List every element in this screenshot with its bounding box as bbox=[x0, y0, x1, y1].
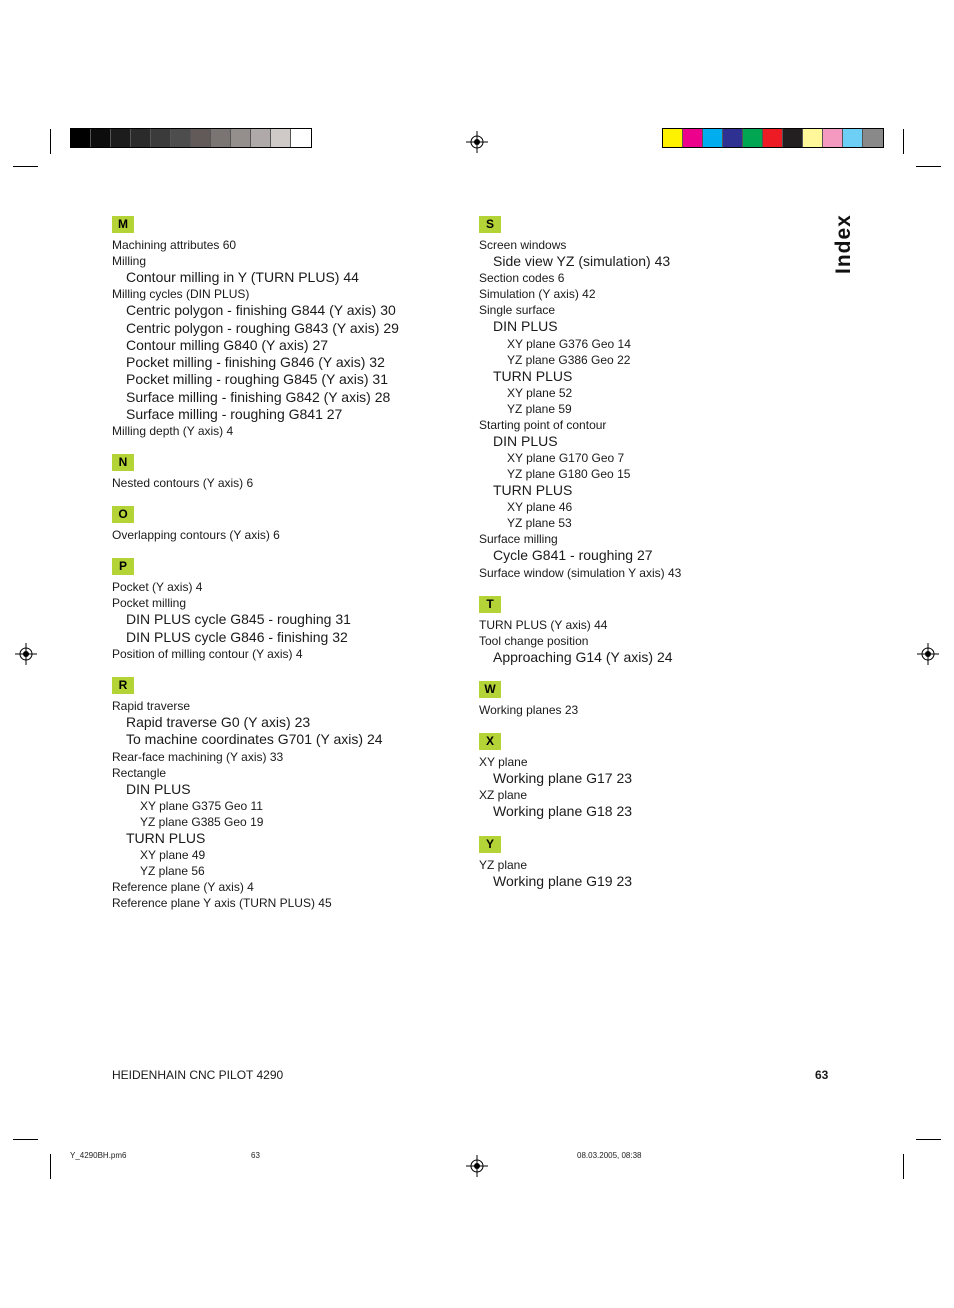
index-entry: Approaching G14 (Y axis) 24 bbox=[493, 648, 673, 665]
color-swatch bbox=[71, 129, 91, 147]
color-swatch bbox=[863, 129, 883, 147]
index-section-s bbox=[479, 215, 819, 581]
crop-mark bbox=[903, 129, 904, 154]
index-section-o bbox=[112, 505, 452, 543]
index-entry: Surface milling bbox=[479, 532, 558, 547]
index-entry: YZ plane G386 Geo 22 bbox=[507, 352, 631, 367]
color-swatch bbox=[743, 129, 763, 147]
index-entry: Working plane G17 23 bbox=[493, 770, 633, 787]
index-entry: XY plane bbox=[479, 755, 528, 770]
index-entry: YZ plane 56 bbox=[140, 864, 205, 879]
index-section-r bbox=[112, 676, 452, 911]
crop-mark bbox=[916, 1139, 941, 1140]
grayscale-color-bar bbox=[70, 128, 312, 148]
color-swatch bbox=[191, 129, 211, 147]
color-swatch bbox=[823, 129, 843, 147]
index-entry: Pocket milling bbox=[112, 596, 187, 611]
index-entry: Contour milling in Y (TURN PLUS) 44 bbox=[126, 269, 359, 285]
index-entry: Milling bbox=[112, 254, 147, 268]
index-entry: DIN PLUS bbox=[126, 780, 191, 797]
index-entry: TURN PLUS (Y axis) 44 bbox=[479, 617, 608, 632]
index-entry: TURN PLUS bbox=[493, 482, 573, 499]
index-entry: YZ plane bbox=[479, 857, 528, 872]
index-entry: XY plane G376 Geo 14 bbox=[507, 336, 631, 351]
index-entry: Overlapping contours (Y axis) 6 bbox=[112, 528, 280, 543]
section-letter-tab: R bbox=[112, 677, 134, 694]
color-swatch bbox=[663, 129, 683, 147]
color-swatch bbox=[723, 129, 743, 147]
color-swatch bbox=[131, 129, 151, 147]
index-entry: DIN PLUS bbox=[493, 318, 558, 335]
index-entry: Nested contours (Y axis) 6 bbox=[112, 476, 254, 491]
index-entry: Section codes 6 bbox=[479, 271, 565, 286]
section-letter-tab: W bbox=[479, 681, 501, 698]
index-entry: Simulation (Y axis) 42 bbox=[479, 287, 596, 302]
slug-page: 63 bbox=[251, 1151, 260, 1160]
crop-mark bbox=[50, 129, 51, 154]
index-entry: XY plane 52 bbox=[507, 385, 573, 400]
index-entry: XZ plane bbox=[479, 788, 528, 803]
index-entry: XY plane G170 Geo 7 bbox=[507, 451, 625, 466]
side-tab-title: Index bbox=[832, 214, 855, 274]
section-letter-tab: X bbox=[479, 733, 501, 750]
index-entry: Single surface bbox=[479, 303, 556, 318]
color-swatch bbox=[151, 129, 171, 147]
crop-mark bbox=[50, 1154, 51, 1179]
registration-mark-icon bbox=[466, 131, 488, 153]
section-letter-tab: Y bbox=[479, 836, 501, 853]
index-entry: DIN PLUS cycle G846 - finishing 32 bbox=[126, 628, 348, 645]
color-swatch bbox=[803, 129, 823, 147]
section-letter-tab: S bbox=[479, 216, 501, 233]
color-swatch bbox=[683, 129, 703, 147]
index-entry: Pocket (Y axis) 4 bbox=[112, 580, 203, 595]
index-column-left bbox=[112, 215, 452, 925]
index-entry: YZ plane G385 Geo 19 bbox=[140, 814, 264, 829]
index-entry: Side view YZ (simulation) 43 bbox=[493, 253, 671, 269]
footer-product-name: HEIDENHAIN CNC PILOT 4290 bbox=[112, 1068, 284, 1082]
index-entry: Contour milling G840 (Y axis) 27 bbox=[126, 336, 329, 353]
section-letter-tab: P bbox=[112, 558, 134, 575]
color-swatch bbox=[291, 129, 311, 147]
color-swatch bbox=[111, 129, 131, 147]
crop-mark bbox=[13, 166, 38, 167]
index-entry: Position of milling contour (Y axis) 4 bbox=[112, 646, 303, 661]
index-entry: Cycle G841 - roughing 27 bbox=[493, 547, 653, 564]
index-entry: Reference plane (Y axis) 4 bbox=[112, 880, 254, 895]
index-entry: XY plane 49 bbox=[140, 848, 206, 863]
index-section-n bbox=[112, 453, 452, 491]
color-swatch bbox=[843, 129, 863, 147]
index-entry: Milling cycles (DIN PLUS) bbox=[112, 287, 250, 302]
index-entry: TURN PLUS bbox=[493, 367, 573, 384]
index-entry: Surface milling - roughing G841 27 bbox=[126, 406, 343, 423]
color-swatch bbox=[251, 129, 271, 147]
index-entry: DIN PLUS cycle G845 - roughing 31 bbox=[126, 611, 351, 628]
index-entry: DIN PLUS bbox=[493, 432, 558, 449]
crop-mark bbox=[13, 1139, 38, 1140]
index-entry: Surface milling - finishing G842 (Y axis) 28 bbox=[126, 388, 391, 405]
color-swatch bbox=[231, 129, 251, 147]
index-entry: Pocket milling - roughing G845 (Y axis) 31 bbox=[126, 371, 388, 388]
index-section-w bbox=[479, 680, 819, 718]
index-section-x bbox=[479, 732, 819, 821]
section-letter-tab: T bbox=[479, 596, 501, 613]
index-section-m bbox=[112, 215, 452, 439]
index-entry: Working planes 23 bbox=[479, 703, 579, 718]
color-swatch bbox=[91, 129, 111, 147]
process-color-bar bbox=[662, 128, 884, 148]
index-entry: YZ plane G180 Geo 15 bbox=[507, 467, 631, 482]
index-entry: Rapid traverse bbox=[112, 698, 191, 713]
crop-mark bbox=[903, 1154, 904, 1179]
index-column-right bbox=[479, 215, 819, 904]
index-entry: Pocket milling - finishing G846 (Y axis) 32 bbox=[126, 354, 385, 371]
slug-date: 08.03.2005, 08:38 bbox=[577, 1151, 642, 1160]
index-entry: Rear-face machining (Y axis) 33 bbox=[112, 749, 284, 764]
registration-mark-icon bbox=[15, 643, 37, 665]
index-entry: Tool change position bbox=[479, 633, 589, 648]
index-entry: Milling depth (Y axis) 4 bbox=[112, 424, 234, 439]
color-swatch bbox=[171, 129, 191, 147]
index-entry: XY plane G375 Geo 11 bbox=[140, 798, 263, 813]
index-entry: YZ plane 53 bbox=[507, 516, 572, 531]
section-letter-tab: N bbox=[112, 454, 134, 471]
index-entry: YZ plane 59 bbox=[507, 401, 572, 416]
section-letter-tab: O bbox=[112, 506, 134, 523]
index-entry: Machining attributes 60 bbox=[112, 238, 237, 252]
index-section-p bbox=[112, 557, 452, 662]
registration-mark-icon bbox=[917, 643, 939, 665]
index-entry: Rectangle bbox=[112, 765, 167, 780]
index-entry: TURN PLUS bbox=[126, 829, 206, 846]
index-entry: Starting point of contour bbox=[479, 417, 607, 432]
index-entry: Centric polygon - finishing G844 (Y axis) 30 bbox=[126, 302, 396, 319]
index-entry: To machine coordinates G701 (Y axis) 24 bbox=[126, 731, 383, 748]
section-letter-tab: M bbox=[112, 216, 134, 233]
color-swatch bbox=[763, 129, 783, 147]
color-swatch bbox=[211, 129, 231, 147]
color-swatch bbox=[703, 129, 723, 147]
color-swatch bbox=[783, 129, 803, 147]
page-number: 63 bbox=[815, 1068, 829, 1082]
index-entry: Surface window (simulation Y axis) 43 bbox=[479, 565, 682, 580]
index-entry: Working plane G18 23 bbox=[493, 803, 633, 820]
index-section-t bbox=[479, 595, 819, 666]
index-entry: Rapid traverse G0 (Y axis) 23 bbox=[126, 713, 311, 730]
index-section-y bbox=[479, 835, 819, 890]
crop-mark bbox=[916, 166, 941, 167]
slug-file-name: Y_4290BH.pm6 bbox=[70, 1151, 127, 1160]
color-swatch bbox=[271, 129, 291, 147]
index-entry: Screen windows bbox=[479, 238, 567, 252]
index-entry: Working plane G19 23 bbox=[493, 872, 633, 889]
index-entry: Centric polygon - roughing G843 (Y axis) 29 bbox=[126, 319, 399, 336]
registration-mark-icon bbox=[466, 1155, 488, 1177]
index-entry: Reference plane Y axis (TURN PLUS) 45 bbox=[112, 896, 332, 911]
index-entry: XY plane 46 bbox=[507, 500, 573, 515]
